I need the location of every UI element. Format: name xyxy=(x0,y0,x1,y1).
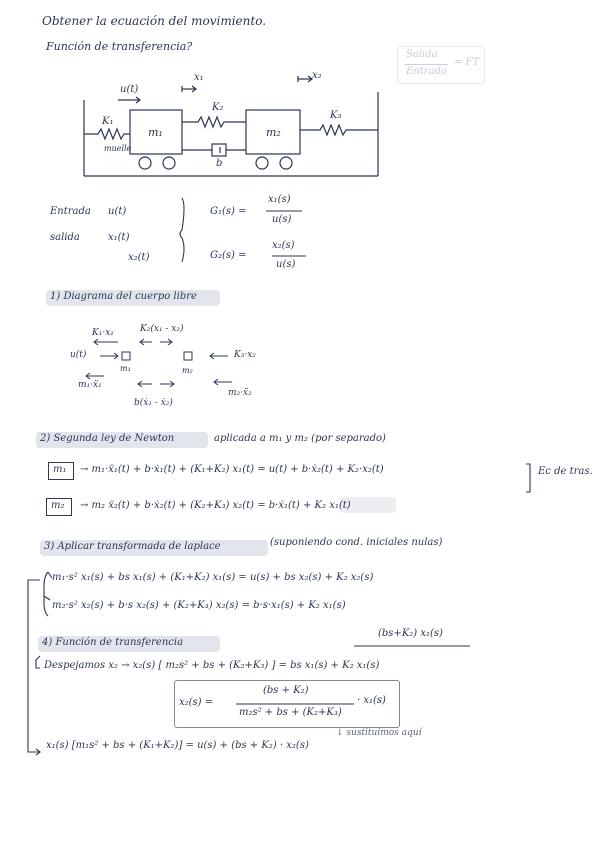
fbd-m2x2: m₂·ẍ₂ xyxy=(228,388,252,398)
section4-title: 4) Función de transferencia xyxy=(42,637,184,648)
fbd-m1: m₁ xyxy=(120,364,131,373)
section2-title: 2) Segunda ley de Newton xyxy=(40,433,175,444)
m1-box-label: m₁ xyxy=(53,464,67,475)
page-subtitle: Función de transferencia? xyxy=(46,40,193,53)
g2-denominator: u(s) xyxy=(276,259,296,270)
salida-value-2: x₂(t) xyxy=(128,252,150,263)
salida-value-1: x₁(t) xyxy=(108,232,130,243)
sustituimos-note: ↓ sustituimos aquí xyxy=(336,728,422,738)
diagram-b-label: b xyxy=(216,158,223,169)
diagram-x2-label: x₂ xyxy=(312,70,322,81)
diagram-m1-label: m₁ xyxy=(148,126,163,139)
ft-note-eq: = FT xyxy=(454,57,480,68)
fbd-k1x1: K₁·x₁ xyxy=(92,328,114,338)
g1-denominator: u(s) xyxy=(272,214,292,225)
top-fraction: (bs+K₂) x₁(s) xyxy=(378,628,443,639)
result-box xyxy=(174,680,400,728)
section3-title: 3) Aplicar transformada de laplace xyxy=(44,541,221,552)
ft-note-bottom: Entrada xyxy=(406,66,447,77)
g2-numerator: x₂(s) xyxy=(272,240,295,251)
section3-title-rest: (suponiendo cond. iniciales nulas) xyxy=(270,537,443,548)
laplace-eq-2: m₂·s² x₂(s) + b·s x₂(s) + (K₂+K₃) x₂(s) = b·s·x₁(s) + K₂ x₁(s) xyxy=(52,600,346,611)
diagram-m2-label: m₂ xyxy=(266,126,281,139)
m2-box-label: m₂ xyxy=(51,500,65,511)
despejamos-eq: Despejamos x₂ → x₂(s) [ m₂s² + bs + (K₂+K₃) ] = bs x₁(s) + K₂ x₁(s) xyxy=(44,660,380,671)
laplace-eq-1: m₁·s² x₁(s) + bs x₁(s) + (K₁+K₂) x₁(s) = u(s) + bs x₂(s) + K₂ x₂(s) xyxy=(52,572,374,583)
side-note: Ec de tras. xyxy=(538,466,593,477)
diagram-x1-label: x₁ xyxy=(194,72,204,83)
diagram-u-label: u(t) xyxy=(120,84,139,95)
final-eq: x₁(s) [m₁s² + bs + (K₁+K₂)] = u(s) + (bs + K₂) · x₂(s) xyxy=(46,740,309,751)
ft-note-top: Salida xyxy=(406,49,438,60)
fbd-k3x2: K₃·x₂ xyxy=(234,350,256,360)
diagram-k3-label: K₃ xyxy=(330,110,342,121)
diagram-k2-label: K₂ xyxy=(212,102,224,113)
fbd-k2: K₂(x₁ - x₂) xyxy=(140,324,184,334)
diagram-k1-label: K₁ xyxy=(102,116,114,127)
fbd-m1x1: m₁·ẍ₁ xyxy=(78,380,102,390)
fbd-bdx: b(ẋ₁ - ẋ₂) xyxy=(134,398,173,408)
section1-title: 1) Diagrama del cuerpo libre xyxy=(50,291,197,302)
box-numerator: (bs + K₂) xyxy=(263,685,309,696)
section2-title-rest: aplicada a m₁ y m₂ (por separado) xyxy=(214,433,386,444)
box-denominator: m₂s² + bs + (K₂+K₃) xyxy=(239,707,342,718)
fbd-ut: u(t) xyxy=(70,350,87,360)
page-title: Obtener la ecuación del movimiento. xyxy=(42,14,267,28)
newton-eq-m2: → m₂ ẍ₂(t) + b·ẋ₂(t) + (K₂+K₃) x₂(t) = b·ẋ₁(t) + K₂ x₁(t) xyxy=(80,500,351,511)
box-lhs: x₂(s) = xyxy=(179,697,214,708)
entrada-value: u(t) xyxy=(108,206,127,217)
newton-eq-m1: → m₁·ẍ₁(t) + b·ẋ₁(t) + (K₁+K₂) x₁(t) = u(t) + b·ẋ₂(t) + K₂·x₂(t) xyxy=(80,464,384,475)
m2-box xyxy=(46,498,72,516)
salida-label: salida xyxy=(50,232,80,243)
g1-numerator: x₁(s) xyxy=(268,194,291,205)
g1-label: G₁(s) = xyxy=(210,206,247,217)
g2-label: G₂(s) = xyxy=(210,250,247,261)
m1-box xyxy=(48,462,74,480)
diagram-muelle-label: muelle xyxy=(104,144,132,153)
fbd-m2: m₂ xyxy=(182,366,193,375)
box-rhs: · x₁(s) xyxy=(357,695,386,706)
entrada-label: Entrada xyxy=(50,206,91,217)
